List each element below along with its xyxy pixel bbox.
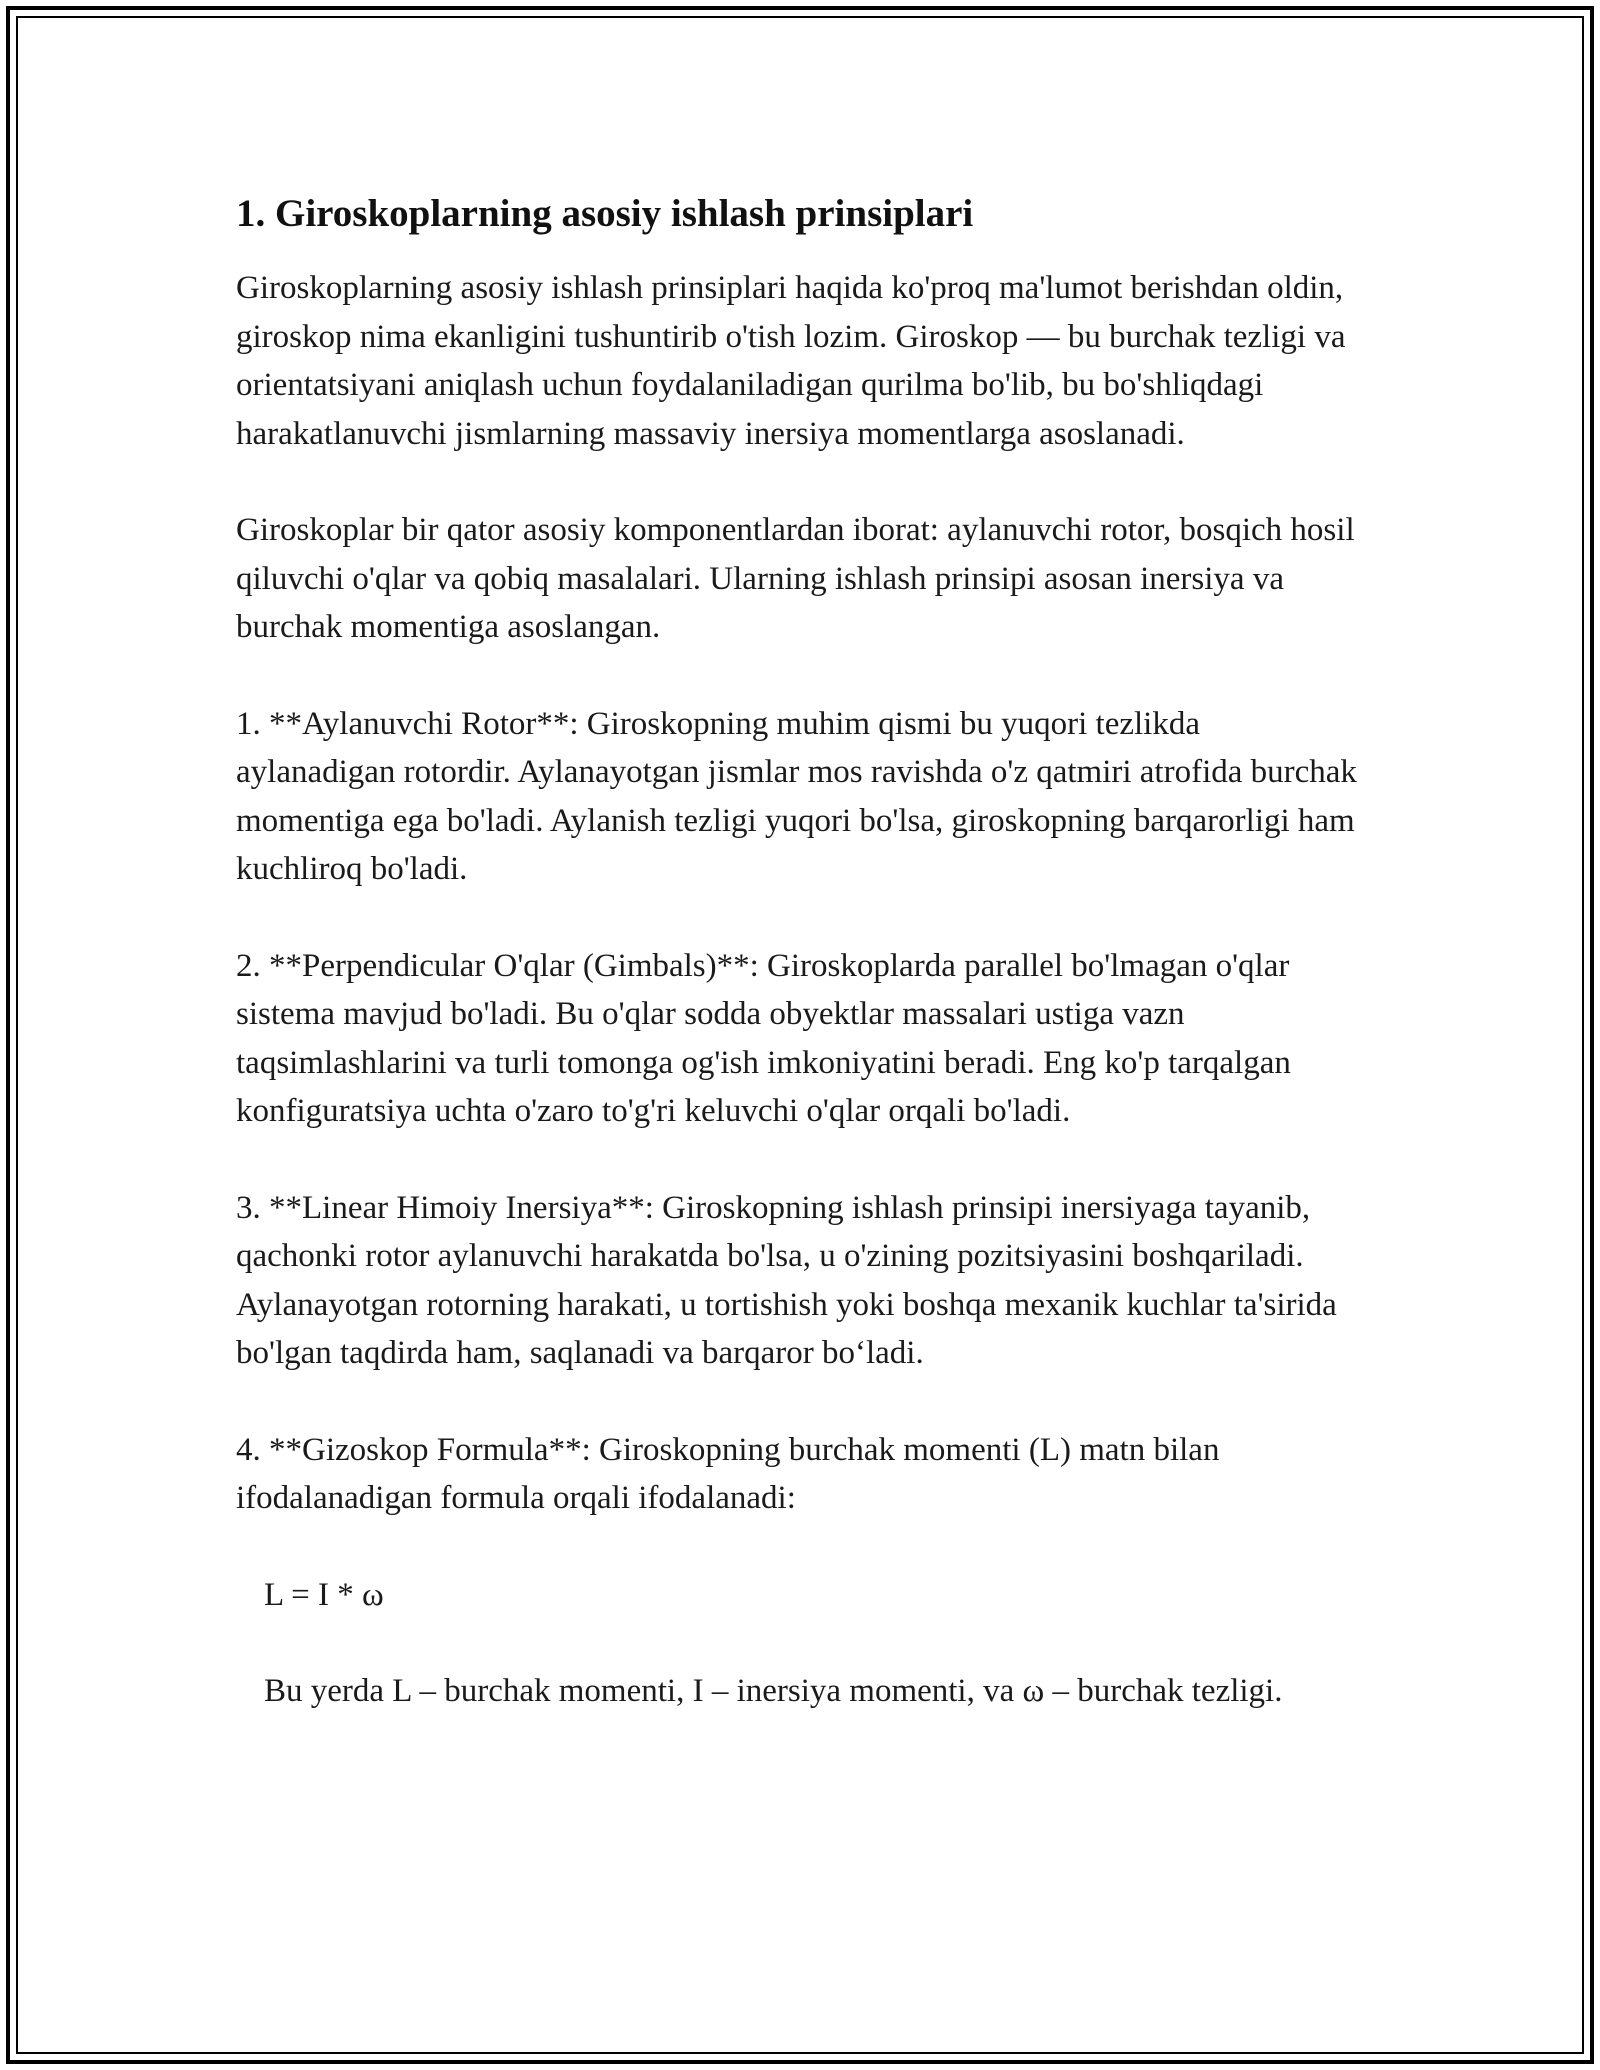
- paragraph-components: Giroskoplar bir qator asosiy komponentlardan iborat: aylanuvchi rotor, bosqich hosil qiluvchi o'qlar va qobiq masalalari. Ularning ishlash prinsipi asosan inersiya va burchak momentiga asoslangan.: [236, 512, 1355, 645]
- formula-line: L = I * ω: [264, 1576, 384, 1613]
- formula-explanation: Bu yerda L – burchak momenti, I – inersiya momenti, va ω – burchak tezligi.: [264, 1673, 1283, 1709]
- list-item-gimbals: 2. **Perpendicular O'qlar (Gimbals)**: Giroskoplarda parallel bo'lmagan o'qlar sistema mavjud bo'ladi. Bu o'qlar sodda obyektlar massalari ustiga vazn taqsimlashlarini va turli tomonga og'ish imkoniyatini beradi. Eng ko'p tarqalgan konfiguratsiya uchta o'zaro to'g'ri keluvchi o'qlar orqali bo'ladi.: [236, 947, 1291, 1129]
- paragraph-intro: Giroskoplarning asosiy ishlash prinsiplari haqida ko'proq ma'lumot berishdan oldin, giroskop nima ekanligini tushuntirib o'tish lozim. Giroskop — bu burchak tezligi va orientatsiyani aniqlash uchun foydalaniladigan qurilma bo'lib, bu bo'shliqdagi harakatlanuvchi jismlarning massaviy inersiya momentlarga asoslanadi.: [236, 270, 1346, 452]
- list-item-rotor: 1. **Aylanuvchi Rotor**: Giroskopning muhim qismi bu yuqori tezlikda aylanadigan rotordir. Aylanayotgan jismlar mos ravishda o'z qatmiri atrofida burchak momentiga ega bo'ladi. Aylanish tezligi yuqori bo'lsa, giroskopning barqarorligi ham kuchliroq bo'ladi.: [236, 705, 1357, 887]
- section-heading: 1. Giroskoplarning asosiy ishlash prinsiplari: [236, 192, 974, 235]
- list-item-inertia: 3. **Linear Himoiy Inersiya**: Giroskopning ishlash prinsipi inersiyaga tayanib, qachonki rotor aylanuvchi harakatda bo'lsa, u o'zining pozitsiyasini boshqariladi. Aylanayotgan rotorning harakati, u tortishish yoki boshqa mexanik kuchlar ta'sirida bo'lgan taqdirda ham, saqlanadi va barqaror bo‘ladi.: [236, 1189, 1337, 1371]
- document-body: [236, 186, 1366, 1764]
- list-item-formula: 4. **Gizoskop Formula**: Giroskopning burchak momenti (L) matn bilan ifodalanadigan formula orqali ifodalanadi:: [236, 1431, 1220, 1516]
